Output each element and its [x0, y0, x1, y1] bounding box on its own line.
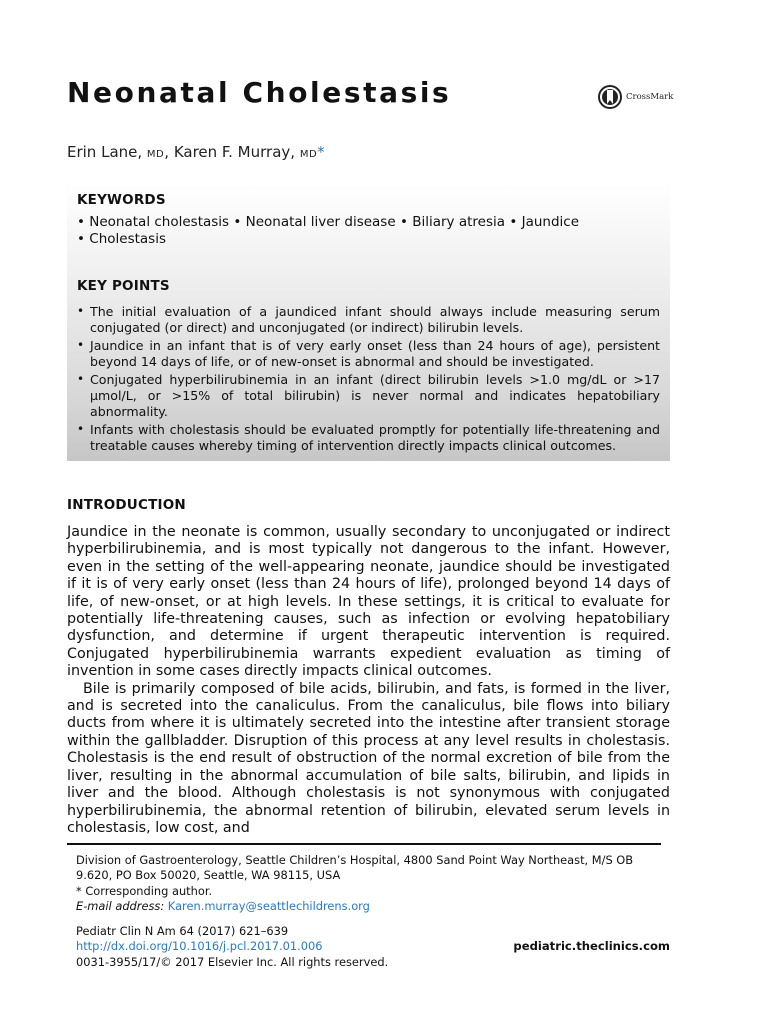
- author-degree: MD: [146, 149, 165, 160]
- email-line: [76, 899, 670, 914]
- article-title: Neonatal Cholestasis: [67, 76, 452, 109]
- email-label: E-mail address:: [76, 899, 165, 914]
- crossmark-label: CrossMark: [626, 92, 674, 102]
- doi-link[interactable]: http://dx.doi.org/10.1016/j.pcl.2017.01.006: [76, 939, 323, 954]
- author-separator: ,: [164, 143, 170, 161]
- bullet: •: [233, 214, 242, 230]
- bullet: •: [399, 214, 408, 230]
- introduction-heading: INTRODUCTION: [67, 497, 186, 513]
- email-link[interactable]: Karen.murray@seattlechildrens.org: [167, 899, 370, 914]
- key-points-heading: KEY POINTS: [77, 278, 170, 294]
- crossmark-badge[interactable]: [597, 84, 673, 110]
- keyword: Biliary atresia: [412, 214, 506, 230]
- body-paragraph: Bile is primarily composed of bile acids, bilirubin, and fats, is formed in the liver, and is secreted into the canaliculus. From the canaliculus, bile flows into biliary ducts from where it is ultimately secreted into the intestine after transient storage within the gallbladder. Disruption of this process at any level results in cholestasis. Cholestasis is the end result of obstruction of the normal excretion of bile from the liver, resulting in the abnormal accumulation of bile salts, bilirubin, and lipids in liver and the blood. Although cholestasis is not synonymous with conjugated hyperbilirubinemia, the abnormal retention of bilirubin, elevated serum levels in cholestasis, low cost, and: [67, 680, 670, 836]
- copyright-line: 0031-3955/17/© 2017 Elsevier Inc. All rights reserved.: [76, 954, 389, 969]
- key-point-item: • Conjugated hyperbilirubinemia in an infant (direct bilirubin levels >1.0 mg/dL or >17 μmol/L, or >15% of total bilirubin) is never normal and indicates hepatobiliary abnormality.: [77, 372, 660, 419]
- keyword: Cholestasis: [89, 231, 166, 247]
- key-point-item: • Infants with cholestasis should be evaluated promptly for potentially life-threatening and treatable causes whereby timing of intervention directly impacts clinical outcomes.: [77, 422, 660, 453]
- key-point-item: • The initial evaluation of a jaundiced infant should always include measuring serum conjugated (or direct) and unconjugated (or indirect) bilirubin levels.: [77, 304, 660, 335]
- corresponding-author-marker[interactable]: *: [317, 143, 325, 161]
- keyword: Jaundice: [521, 214, 580, 230]
- affiliation-text: Division of Gastroenterology, Seattle Children’s Hospital, 4800 Sand Point Way Northeast, M/S OB 9.620, PO Box 50020, Seattle, WA 98115, USA: [76, 853, 634, 883]
- bullet: •: [509, 214, 518, 230]
- bullet: •: [77, 231, 85, 247]
- footnote: [76, 853, 670, 915]
- author-list: [67, 143, 325, 161]
- author-degree: MD: [299, 149, 318, 160]
- journal-website[interactable]: pediatric.theclinics.com: [513, 939, 670, 953]
- keywords-heading: KEYWORDS: [77, 192, 166, 208]
- author-name: Karen F. Murray,: [173, 143, 296, 161]
- author-name: Erin Lane,: [67, 143, 143, 161]
- corresponding-author-note: * Corresponding author.: [76, 883, 213, 898]
- footnote-divider: [67, 843, 661, 845]
- key-points-list: [77, 304, 660, 453]
- keyword: Neonatal cholestasis: [89, 214, 230, 230]
- keywords-keypoints-box: [67, 184, 670, 461]
- crossmark-icon: [597, 84, 623, 110]
- introduction-body: [67, 524, 670, 837]
- key-point-item: • Jaundice in an infant that is of very early onset (less than 24 hours of age), persistent beyond 14 days of life, or of new-onset is abnormal and should be investigated.: [77, 338, 660, 369]
- bullet: •: [77, 214, 85, 230]
- body-paragraph: Jaundice in the neonate is common, usually secondary to unconjugated or indirect hyperbilirubinemia, and is most typically not dangerous to the infant. However, even in the setting of the well-appearing neonate, jaundice should be investigated if it is of very early onset (less than 24 hours of life), prolonged beyond 14 days of life, of new-onset, or at high levels. In these settings, it is critical to evaluate for potentially life-threatening causes, such as infection or evolving hepatobiliary dysfunction, and determine if urgent therapeutic intervention is required. Conjugated hyperbilirubinemia warrants expedient evaluation as timing of invention in some cases directly impacts clinical outcomes.: [67, 524, 670, 680]
- keywords-list: [77, 214, 660, 248]
- keyword: Neonatal liver disease: [245, 214, 396, 230]
- citation-block: [76, 924, 388, 970]
- journal-citation: Pediatr Clin N Am 64 (2017) 621–639: [76, 924, 289, 938]
